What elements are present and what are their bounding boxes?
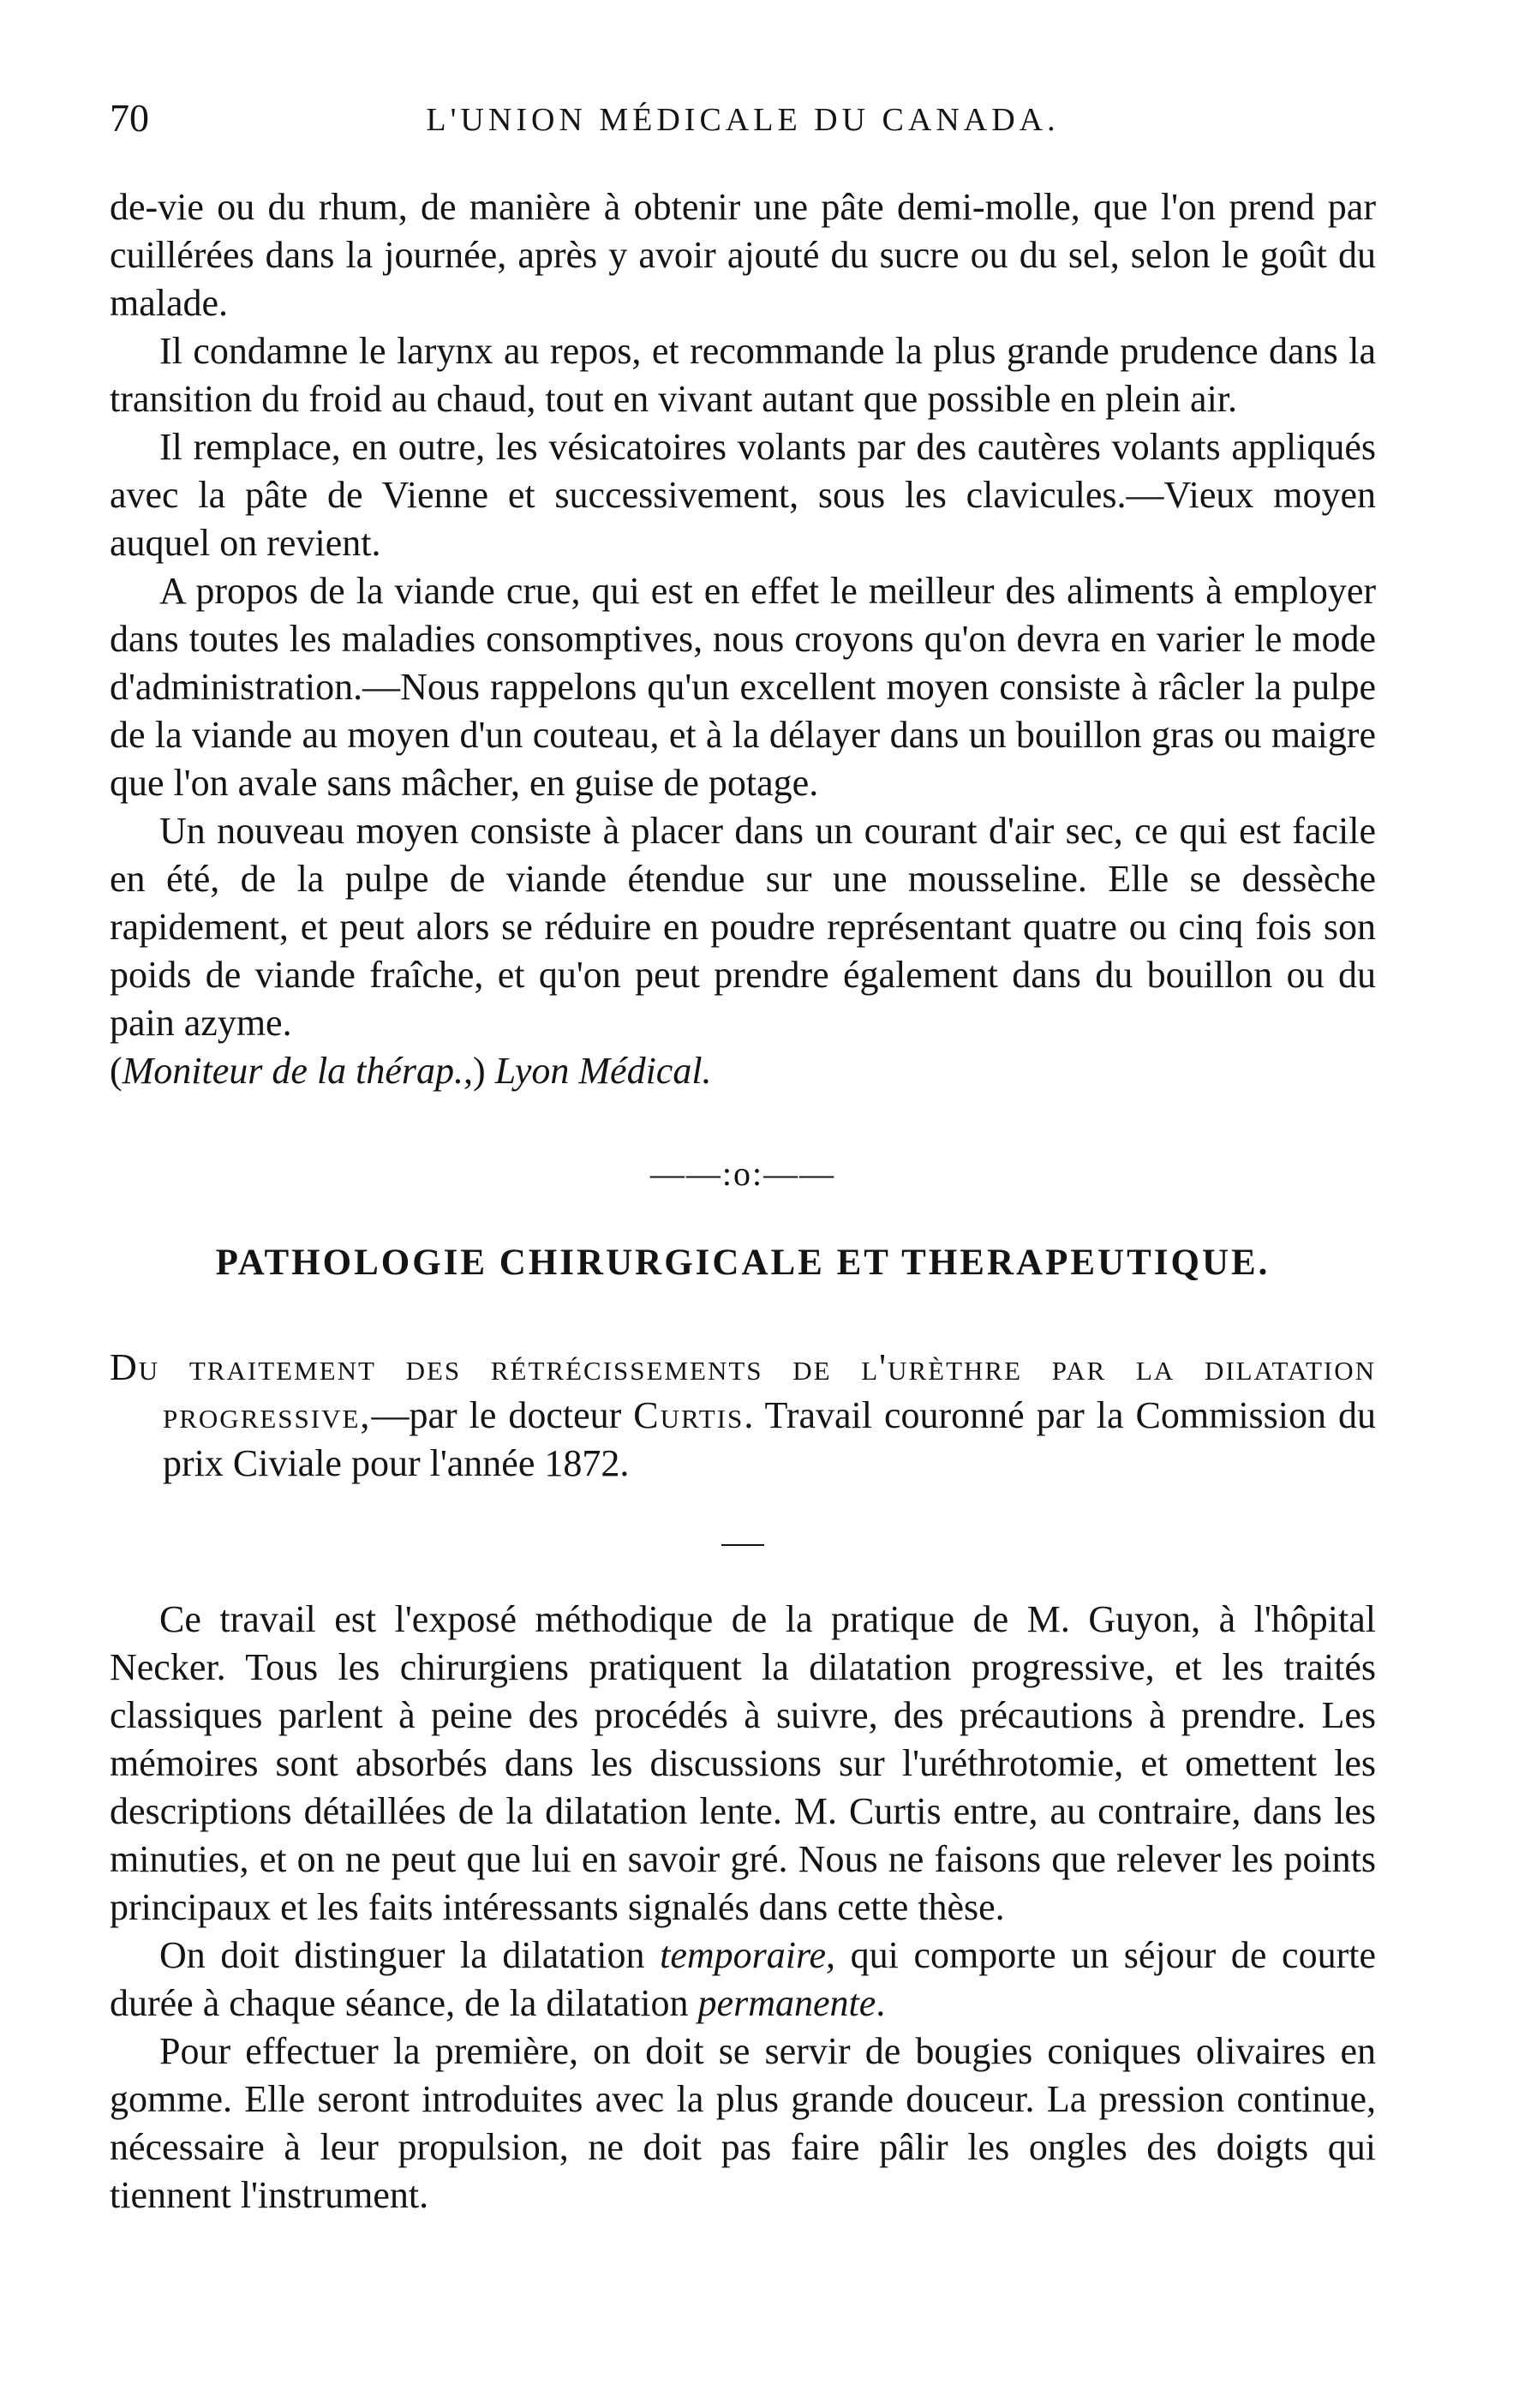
citation: [110, 1047, 1376, 1095]
citation-source-moniteur: Moniteur de la thérap.: [122, 1050, 464, 1092]
article-title-award: . Travail couronné par la Commission du prix Civiale pour l'année 1872.: [163, 1394, 1377, 1484]
section-title: PATHOLOGIE CHIRURGICALE ET THERAPEUTIQUE.: [215, 1243, 1271, 1283]
paragraph-continued: de-vie ou du rhum, de manière à obtenir une pâte demi-molle, que l'on prend par cuillérées dans la journée, après y avoir ajouté du sucre ou du sel, selon le goût du malade.: [110, 186, 1376, 324]
paragraph-expose: Ce travail est l'exposé méthodique de la pratique de M. Guyon, à l'hôpital Necker. Tous les chirurgiens pratiquent la dilatation progressive, et les traités classiques parlent à peine des procédés à suivre, des précautions à prendre. Les mémoires sont absorbés dans les discussions sur l'uréthrotomie, et omettent les descriptions détaillées de la dilatation lente. M. Curtis entre, au contraire, dans les minuties, et on ne peut que lui en savoir gré. Nous ne faisons que relever les points principaux et les faits intéressants signalés dans cette thèse.: [110, 1598, 1376, 1928]
section-separator: ——:o:——: [649, 1154, 836, 1193]
article-title-main: Du traitement des rétrécissements de l'urèthre par la dilatation progressive,: [110, 1346, 1376, 1436]
term-temporaire: temporaire: [660, 1934, 827, 1976]
paragraph-premiere: Pour effectuer la première, on doit se servir de bougies coniques olivaires en gomme. Elle seront introduites avec la plus grande douceur. La pression continue, nécessaire à leur propulsion, ne doit pas faire pâlir les ongles des doigts qui tiennent l'instrument.: [110, 2030, 1376, 2216]
paragraph-dilatation: [110, 1932, 1376, 2028]
paragraph-cauteres: Il remplace, en outre, les vésicatoires volants par des cautères volants appliqués avec la pâte de Vienne et successivement, sous les clavicules.—Vieux moyen auquel on revient.: [110, 426, 1376, 564]
paragraph-nouveau-moyen: Un nouveau moyen consiste à placer dans un courant d'air sec, ce qui est facile en été, de la pulpe de viande étendue sur une mousseline. Elle se dessèche rapidement, et peut alors se réduire en poudre représentant quatre ou cinq fois son poids de viande fraîche, et qu'on peut prendre également dans du bouillon ou du pain azyme.: [110, 810, 1376, 1044]
article-author: Curtis: [633, 1394, 745, 1436]
dilatation-middle: , qui comporte un séjour de courte durée à chaque séance, de la dilatation: [110, 1934, 1376, 2024]
citation-open: (: [110, 1050, 123, 1092]
dilatation-start: On doit distinguer la dilatation: [159, 1934, 661, 1976]
page-number: 70: [110, 96, 149, 140]
article-title-by: —par le docteur: [371, 1394, 634, 1436]
paragraph-larynx: Il condamne le larynx au repos, et recommande la plus grande prudence dans la transition du froid au chaud, tout en vivant autant que possible en plein air.: [110, 330, 1376, 420]
term-permanente: permanente: [697, 1982, 876, 2024]
page-header: [110, 94, 1376, 146]
short-rule: [721, 1544, 764, 1546]
paragraph-viande-crue: A propos de la viande crue, qui est en effet le meilleur des aliments à employer dans toutes les maladies consomptives, nous croyons qu'on devra en varier le mode d'administration.—Nous rappelons qu'un excellent moyen consiste à râcler la pulpe de la viande au moyen d'un couteau, et à la délayer dans un bouillon gras ou maigre que l'on avale sans mâcher, en guise de potage.: [110, 570, 1376, 804]
citation-source-lyon: Lyon Médical.: [494, 1050, 712, 1092]
running-title: L'UNION MÉDICALE DU CANADA.: [426, 102, 1060, 138]
dilatation-end: .: [876, 1982, 886, 2024]
article-title: [110, 1344, 1376, 1488]
citation-between: ,): [463, 1050, 495, 1092]
